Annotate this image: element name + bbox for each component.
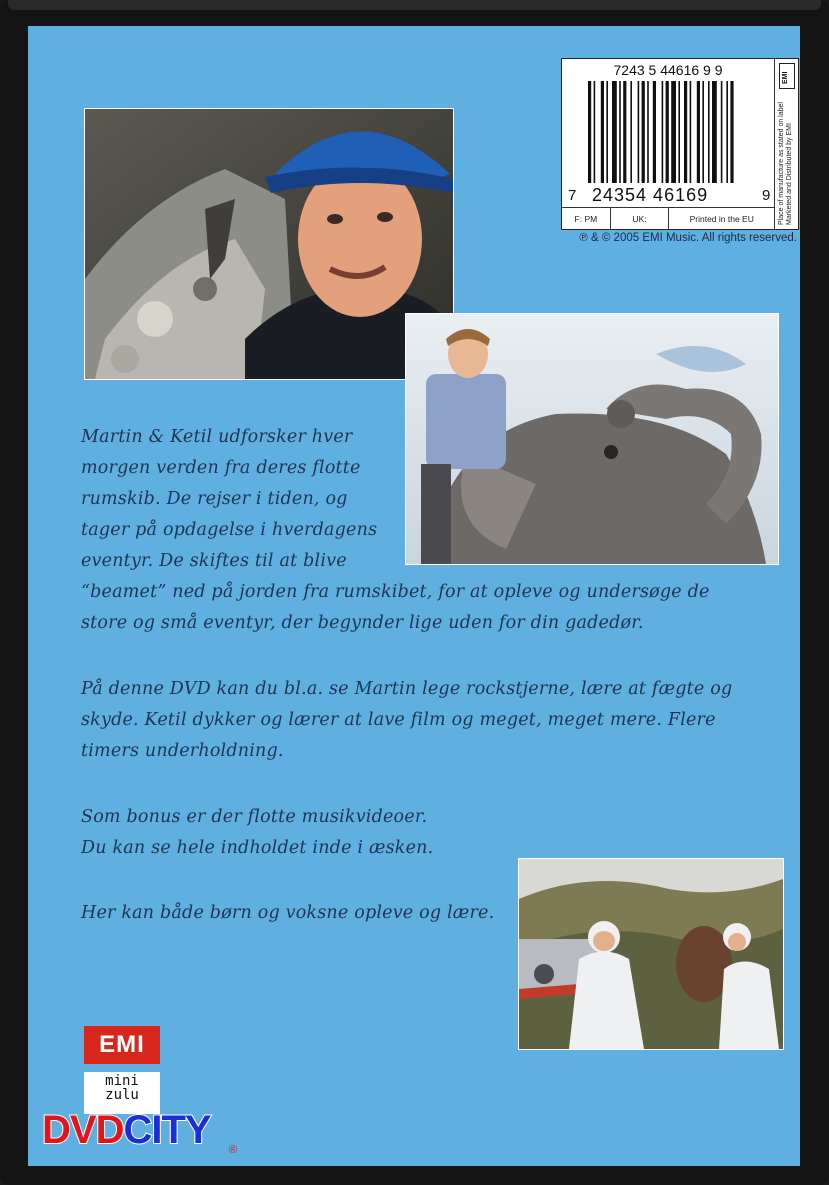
photo-white-suits-dunes	[518, 858, 784, 1050]
barcode-bar	[662, 81, 664, 183]
p2-line: skyde. Ketil dykker og lærer at lave film og meget, meget mere. Flere	[81, 710, 716, 730]
barcode-bar	[601, 81, 604, 183]
barcode-bar	[638, 81, 640, 183]
barcode-bar	[612, 81, 617, 183]
dvdcity-dvd-text: DVD	[42, 1108, 124, 1152]
description-paragraph-4: Her kan både børn og voksne opleve og lære.	[81, 903, 495, 923]
p3-line: Du kan se hele indholdet inde i æsken.	[81, 838, 434, 858]
barcode-top-number: 7243 5 44616 9 9	[613, 62, 723, 78]
p1-line: Martin & Ketil udforsker hver	[81, 427, 353, 447]
barcode-bar	[606, 81, 608, 183]
barcode-bar	[697, 81, 700, 183]
barcode-bars	[588, 81, 764, 183]
barcode-bar	[678, 81, 680, 183]
barcode-bar	[684, 81, 687, 183]
barcode-bar	[594, 81, 596, 183]
barcode-left-digit: 7	[568, 187, 577, 204]
p1-line: rumskib. De rejser i tiden, og	[81, 489, 348, 509]
description-paragraph-2	[81, 674, 771, 767]
emi-logo: EMI	[84, 1026, 160, 1064]
barcode-side-text-line-1: Place of manufacture as stated on label	[778, 102, 785, 225]
description-paragraph-3	[81, 802, 501, 864]
p1-line: store og små eventyr, der begynder lige uden for din gadedør.	[81, 613, 644, 633]
barcode-bar	[588, 81, 591, 183]
barcode-info-cells	[562, 207, 774, 229]
p2-line: timers underholdning.	[81, 741, 284, 761]
barcode-bar	[653, 81, 656, 183]
p1-line: “beamet” ned på jorden fra rumskibet, for at opleve og undersøge de	[81, 582, 710, 602]
photo-hardhat-man	[84, 108, 454, 380]
barcode-side-emi-text: EMI	[782, 71, 789, 84]
barcode-right-digit: 9	[762, 187, 771, 204]
barcode-main-number: 24354 46169	[592, 185, 709, 205]
dvdcity-city-text: CITY	[123, 1108, 211, 1152]
barcode-bar	[623, 81, 626, 183]
barcode-side-emi-logo	[779, 63, 795, 89]
dvdcity-watermark	[42, 1108, 211, 1153]
barcode-side-text-line-2: Marketed and Distributed by EMI	[786, 123, 793, 225]
barcode-bar	[726, 81, 728, 183]
barcode-cell-fpm: F: PM	[562, 208, 611, 229]
p1-line: eventyr. De skiftes til at blive	[81, 551, 347, 571]
barcode-cell-uk: UK:	[611, 208, 670, 229]
barcode-bar	[619, 81, 621, 183]
dvd-case-hinge	[8, 0, 821, 10]
barcode-bar	[721, 81, 723, 183]
p2-line: På denne DVD kan du bl.a. se Martin lege rockstjerne, lære at fægte og	[81, 679, 733, 699]
barcode-bar	[708, 81, 710, 183]
barcode-bar	[730, 81, 733, 183]
barcode-side-text	[778, 102, 794, 225]
barcode-side-strip	[774, 59, 798, 229]
description-paragraph-1	[81, 422, 761, 639]
p3-line: Som bonus er der flotte musikvideoer.	[81, 807, 428, 827]
p1-line: morgen verden fra deres flotte	[81, 458, 361, 478]
barcode-bar	[666, 81, 669, 183]
mini-zulu-text: mini zulu	[105, 1073, 139, 1103]
barcode-bar	[630, 81, 632, 183]
barcode-bar	[690, 81, 692, 183]
p1-line: tager på opdagelse i hverdagens	[81, 520, 378, 540]
barcode-bar	[702, 81, 704, 183]
barcode-bar	[712, 81, 717, 183]
barcode-bar	[671, 81, 676, 183]
barcode-cell-printed: Printed in the EU	[689, 213, 754, 224]
copyright-notice: ℗ & © 2005 EMI Music. All rights reserved.	[579, 232, 797, 244]
dvdcity-registered-mark: ®	[229, 1144, 238, 1156]
barcode-label	[561, 58, 799, 230]
barcode-bar	[642, 81, 645, 183]
barcode-bar	[647, 81, 649, 183]
